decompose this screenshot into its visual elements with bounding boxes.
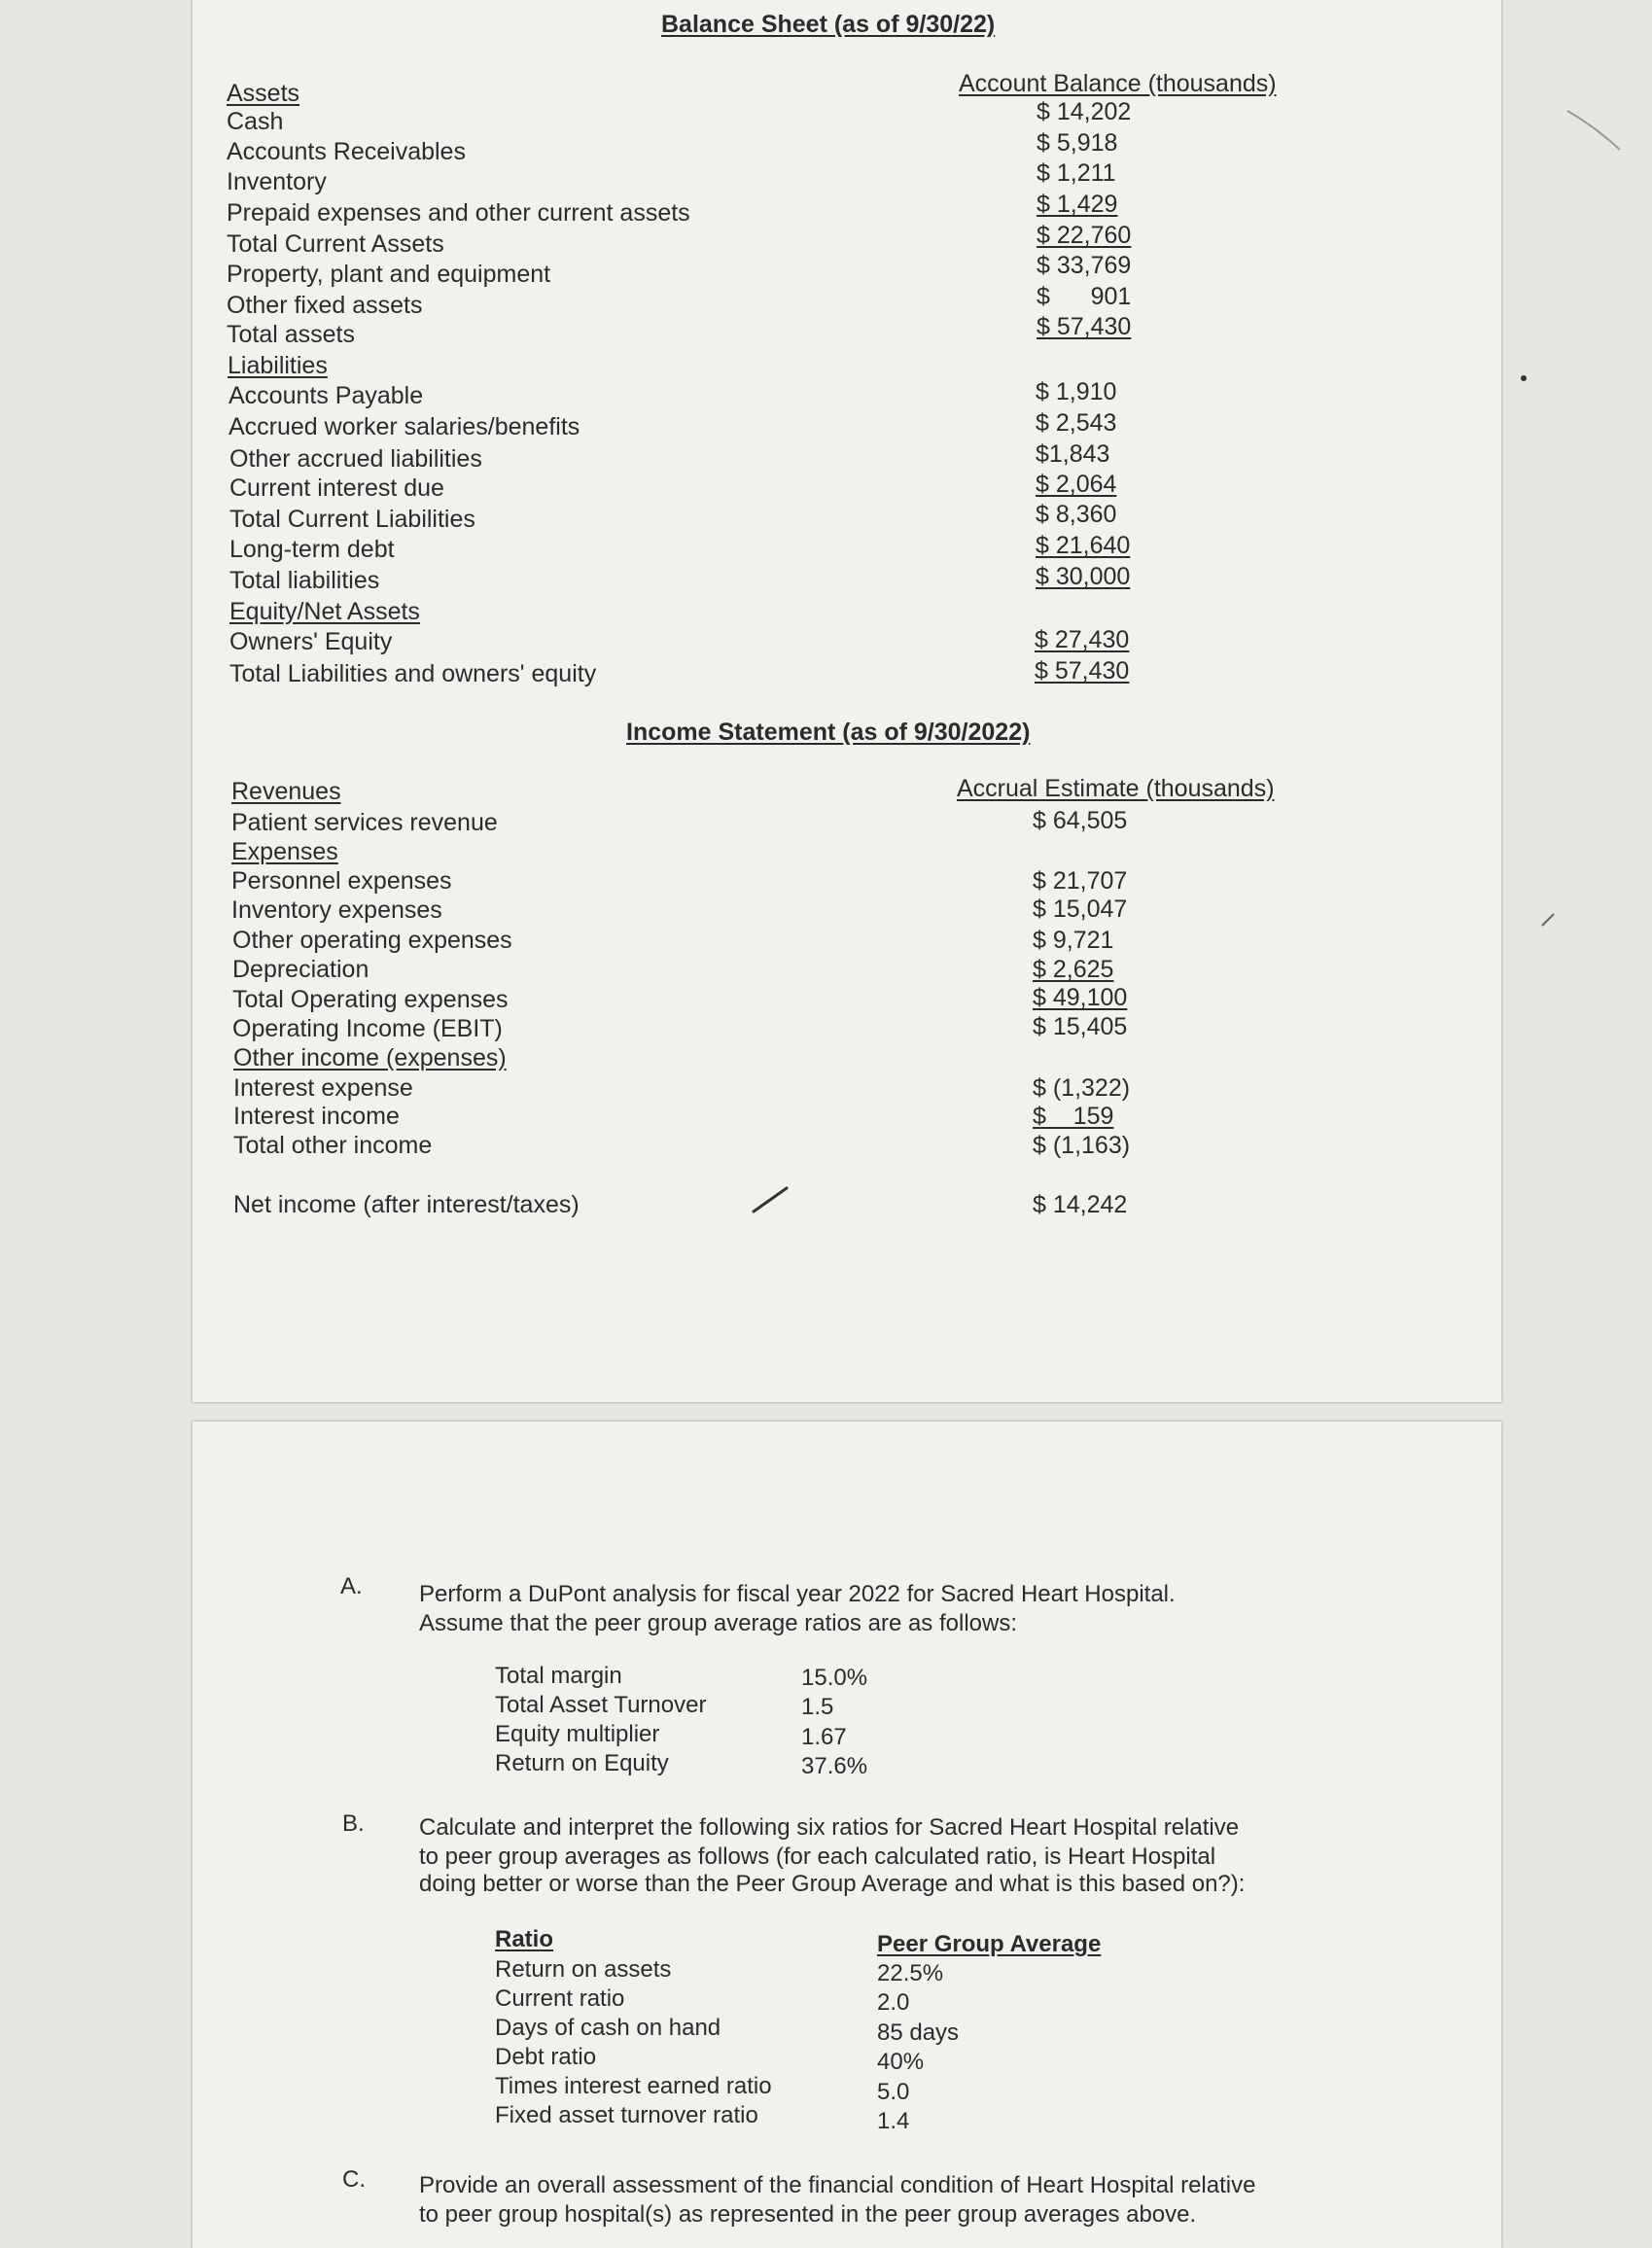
question-b-text: to peer group averages as follows (for each calculated ratio, is Heart Hospital <box>419 1844 1216 1870</box>
asset-value: $ 14,202 <box>1037 98 1132 125</box>
peer-group-average-header: Peer Group Average <box>877 1931 1102 1957</box>
liability-label: Total Current Liabilities <box>229 506 475 533</box>
other-income-header: Other income (expenses) <box>233 1044 507 1071</box>
asset-value: $ 1,211 <box>1037 159 1116 187</box>
question-b-text: Calculate and interpret the following six ratios for Sacred Heart Hospital relative <box>419 1814 1240 1841</box>
assets-header: Assets <box>227 80 300 107</box>
liability-value: $ 8,360 <box>1036 501 1117 528</box>
ratio-peer-value: 85 days <box>877 2020 960 2046</box>
dot-mark-icon <box>1519 373 1529 383</box>
question-b-text: doing better or worse than the Peer Group Average and what is this based on?): <box>419 1871 1246 1897</box>
other-value: $ 159 <box>1033 1103 1114 1130</box>
liability-label: Total liabilities <box>229 567 380 594</box>
liability-value: $ 1,910 <box>1036 378 1117 405</box>
income-statement-title: Income Statement (as of 9/30/2022) <box>626 719 1031 746</box>
asset-label: Prepaid expenses and other current assets <box>227 199 690 227</box>
ratio-column-header: Ratio <box>495 1926 553 1952</box>
expense-label: Inventory expenses <box>231 896 442 924</box>
liability-label: Long-term debt <box>229 536 395 563</box>
revenues-header: Revenues <box>231 778 341 805</box>
net-income-value: $ 14,242 <box>1033 1191 1128 1218</box>
peer-ratio-value: 37.6% <box>801 1753 868 1779</box>
equity-header: Equity/Net Assets <box>229 598 420 625</box>
expense-value: $ 15,047 <box>1033 896 1128 923</box>
expense-value: $ 9,721 <box>1033 927 1114 954</box>
question-c-text: to peer group hospital(s) as represented in the peer group averages above. <box>419 2201 1197 2228</box>
asset-label: Inventory <box>227 168 327 195</box>
question-c-letter: C. <box>342 2166 366 2193</box>
ratio-peer-value: 2.0 <box>877 1989 910 2016</box>
ratio-label: Fixed asset turnover ratio <box>495 2102 758 2128</box>
liability-value: $ 21,640 <box>1036 532 1131 559</box>
asset-label: Property, plant and equipment <box>227 261 551 288</box>
question-a-letter: A. <box>340 1573 363 1599</box>
ratio-peer-value: 1.4 <box>877 2108 910 2134</box>
question-a-text: Assume that the peer group average ratios are as follows: <box>419 1610 1017 1636</box>
liability-value: $1,843 <box>1036 440 1110 468</box>
peer-ratio-value: 15.0% <box>801 1665 868 1691</box>
other-label: Total other income <box>233 1132 433 1159</box>
liabilities-header: Liabilities <box>228 352 328 379</box>
liability-value: $ 30,000 <box>1036 563 1131 590</box>
equity-value: $ 27,430 <box>1035 626 1130 653</box>
balance-sheet-title: Balance Sheet (as of 9/30/22) <box>661 11 996 38</box>
expenses-header: Expenses <box>231 838 338 865</box>
peer-ratio-value: 1.5 <box>801 1694 834 1720</box>
net-income-label: Net income (after interest/taxes) <box>233 1191 580 1218</box>
expense-label: Depreciation <box>232 956 369 983</box>
liability-label: Accrued worker salaries/benefits <box>228 413 580 440</box>
pen-stroke-icon <box>1565 107 1624 156</box>
ratio-label: Times interest earned ratio <box>495 2073 772 2099</box>
equity-value: $ 57,430 <box>1035 657 1130 685</box>
other-value: $ (1,163) <box>1033 1132 1131 1159</box>
peer-ratio-label: Total margin <box>495 1663 622 1689</box>
checkmark-icon <box>752 1184 791 1213</box>
expense-label: Other operating expenses <box>232 927 512 954</box>
peer-ratio-label: Total Asset Turnover <box>495 1692 707 1718</box>
peer-ratio-label: Return on Equity <box>495 1750 669 1776</box>
liability-label: Other accrued liabilities <box>229 445 482 473</box>
ratio-peer-value: 40% <box>877 2049 925 2075</box>
expense-value: $ 21,707 <box>1033 867 1128 895</box>
ratio-peer-value: 5.0 <box>877 2079 910 2105</box>
other-label: Interest expense <box>233 1074 413 1102</box>
ratio-label: Days of cash on hand <box>495 2015 721 2041</box>
peer-ratio-label: Equity multiplier <box>495 1721 660 1747</box>
questions-page <box>193 1422 1501 2248</box>
asset-value: $ 5,918 <box>1037 129 1118 157</box>
liability-label: Current interest due <box>229 474 444 502</box>
asset-label: Accounts Receivables <box>227 138 466 165</box>
asset-label: Total assets <box>227 321 356 348</box>
revenue-label: Patient services revenue <box>231 809 498 836</box>
expense-value: $ 15,405 <box>1033 1013 1128 1040</box>
tick-mark-icon <box>1540 910 1560 930</box>
other-label: Interest income <box>233 1103 400 1130</box>
account-balance-header: Account Balance (thousands) <box>959 70 1277 97</box>
asset-value: $ 57,430 <box>1037 313 1132 340</box>
expense-label: Personnel expenses <box>231 867 452 895</box>
ratio-peer-value: 22.5% <box>877 1960 944 1986</box>
asset-value: $ 22,760 <box>1037 222 1132 249</box>
revenue-value: $ 64,505 <box>1033 807 1128 834</box>
ratio-label: Current ratio <box>495 1985 625 2012</box>
asset-label: Total Current Assets <box>227 230 444 258</box>
liability-label: Accounts Payable <box>228 382 424 409</box>
expense-label: Total Operating expenses <box>232 986 509 1013</box>
asset-value: $ 901 <box>1037 283 1132 310</box>
asset-value: $ 1,429 <box>1037 191 1118 218</box>
asset-value: $ 33,769 <box>1037 252 1132 279</box>
peer-ratio-value: 1.67 <box>801 1724 847 1750</box>
accrual-estimate-header: Accrual Estimate (thousands) <box>957 775 1275 802</box>
ratio-label: Return on assets <box>495 1956 672 1983</box>
financial-statements-page <box>193 0 1501 1402</box>
question-a-text: Perform a DuPont analysis for fiscal year 2022 for Sacred Heart Hospital. <box>419 1581 1176 1607</box>
question-c-text: Provide an overall assessment of the financial condition of Heart Hospital relative <box>419 2172 1256 2198</box>
liability-value: $ 2,543 <box>1036 409 1117 437</box>
ratio-label: Debt ratio <box>495 2044 597 2070</box>
expense-value: $ 49,100 <box>1033 984 1128 1011</box>
question-b-letter: B. <box>342 1810 365 1837</box>
equity-label: Total Liabilities and owners' equity <box>229 660 597 687</box>
asset-label: Cash <box>227 108 284 135</box>
equity-label: Owners' Equity <box>229 628 393 655</box>
expense-value: $ 2,625 <box>1033 956 1114 983</box>
asset-label: Other fixed assets <box>227 292 423 319</box>
other-value: $ (1,322) <box>1033 1074 1131 1102</box>
expense-label: Operating Income (EBIT) <box>232 1015 503 1042</box>
liability-value: $ 2,064 <box>1036 471 1117 498</box>
